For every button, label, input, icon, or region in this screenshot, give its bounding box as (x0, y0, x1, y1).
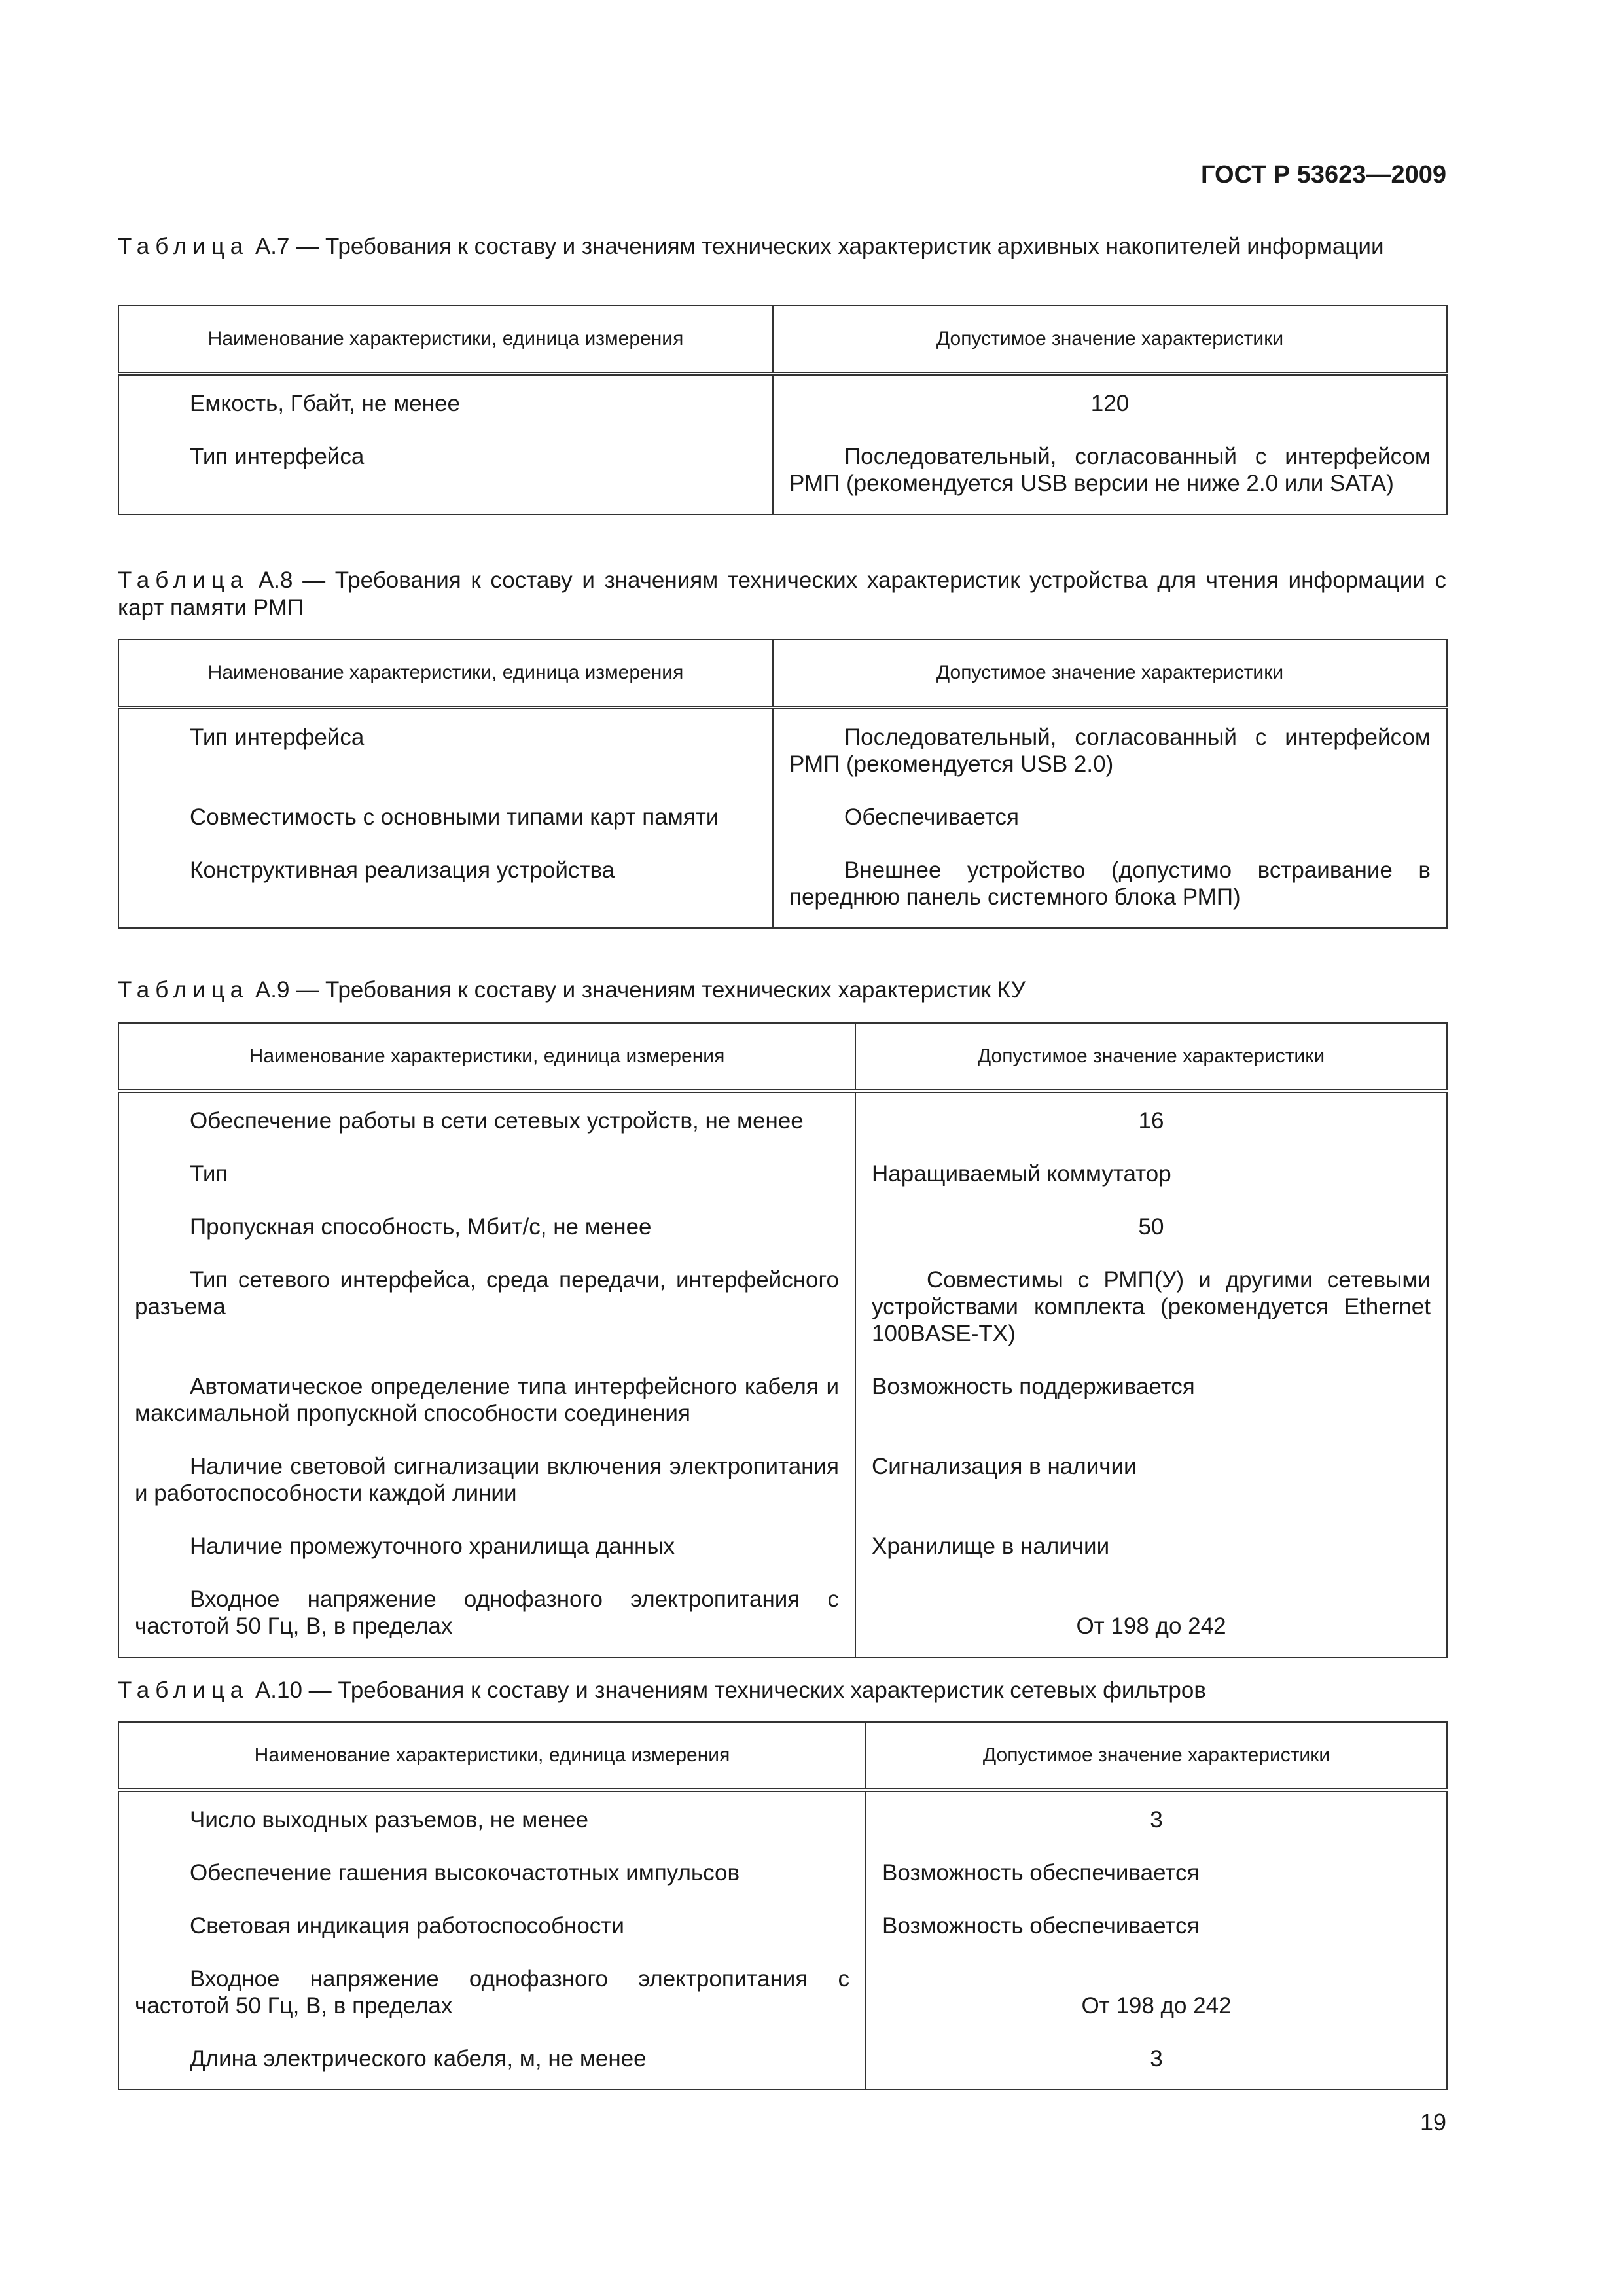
characteristic-value: Возможность обеспечивается (866, 1906, 1447, 1959)
table-row (118, 437, 1447, 514)
characteristic-name: Длина электрического кабеля, м, не менее (118, 2039, 866, 2090)
table-title: А.9 — Требования к составу и значениям технических характеристик КУ (249, 977, 1026, 1003)
table-row (118, 1260, 1447, 1367)
table-row (118, 2039, 1447, 2090)
column-header-name: Наименование характеристики, единица измерения (118, 639, 773, 708)
characteristic-name: Обеспечение гашения высокочастотных импульсов (118, 1853, 866, 1906)
table-a8 (118, 639, 1448, 929)
page-number: 19 (1419, 2109, 1446, 2136)
characteristic-name: Тип интерфейса (118, 437, 773, 514)
characteristic-value: 3 (866, 1790, 1447, 1853)
characteristic-name: Обеспечение работы в сети сетевых устройств, не менее (118, 1091, 855, 1154)
column-header-value: Допустимое значение характеристики (773, 639, 1447, 708)
characteristic-value: Совместимы с РМП(У) и другими сетевыми устройствами комплекта (рекомендуется Ethernet 100BASE-TX) (855, 1260, 1447, 1367)
table-a9 (118, 1022, 1448, 1658)
table-row (118, 1959, 1447, 2039)
characteristic-name: Наличие промежуточного хранилища данных (118, 1526, 855, 1579)
table-row (118, 1579, 1447, 1657)
table-caption-a8 (118, 567, 1446, 622)
standard-designation: ГОСТ Р 53623—2009 (1201, 161, 1446, 188)
table-row (118, 1367, 1447, 1446)
table-row (118, 1091, 1447, 1154)
characteristic-value: Сигнализация в наличии (855, 1446, 1447, 1526)
characteristic-name: Пропускная способность, Мбит/с, не менее (118, 1207, 855, 1260)
table-row (118, 1853, 1447, 1906)
column-header-name: Наименование характеристики, единица измерения (118, 306, 773, 374)
characteristic-value: 120 (773, 374, 1447, 437)
column-header-value: Допустимое значение характеристики (773, 306, 1447, 374)
characteristic-value: Возможность обеспечивается (866, 1853, 1447, 1906)
characteristic-value: Последовательный, согласованный с интерфейсом РМП (рекомендуется USB версии не ниже 2.0 или SATA) (773, 437, 1447, 514)
characteristic-name: Автоматическое определение типа интерфейсного кабеля и максимальной пропускной способности соединения (118, 1367, 855, 1446)
characteristic-value: От 198 до 242 (855, 1579, 1447, 1657)
characteristic-value: Внешнее устройство (допустимо встраивание в переднюю панель системного блока РМП) (773, 850, 1447, 928)
characteristic-name: Тип интерфейса (118, 708, 773, 797)
characteristic-name: Входное напряжение однофазного электропитания с частотой 50 Гц, В, в пределах (118, 1959, 866, 2039)
table-row (118, 797, 1447, 850)
table-header-row (118, 1722, 1447, 1790)
characteristic-name: Тип сетевого интерфейса, среда передачи, интерфейсного разъема (118, 1260, 855, 1367)
characteristic-value: Последовательный, согласованный с интерфейсом РМП (рекомендуется USB 2.0) (773, 708, 1447, 797)
table-label: Таблица (118, 234, 249, 259)
table-title: А.8 — Требования к составу и значениям технических характеристик устройства для чтения информации с карт памяти РМП (118, 567, 1446, 620)
table-row (118, 1207, 1447, 1260)
characteristic-name: Световая индикация работоспособности (118, 1906, 866, 1959)
table-row (118, 1906, 1447, 1959)
table-header-row (118, 306, 1447, 374)
characteristic-value: Наращиваемый коммутатор (855, 1154, 1447, 1207)
table-a10 (118, 1721, 1448, 2090)
table-row (118, 708, 1447, 797)
characteristic-value: 16 (855, 1091, 1447, 1154)
characteristic-name: Входное напряжение однофазного электропитания с частотой 50 Гц, В, в пределах (118, 1579, 855, 1657)
characteristic-name: Тип (118, 1154, 855, 1207)
column-header-name: Наименование характеристики, единица измерения (118, 1023, 855, 1091)
table-label: Таблица (118, 1677, 249, 1703)
table-a7 (118, 305, 1448, 515)
table-caption-a9 (118, 977, 1446, 1004)
characteristic-value: От 198 до 242 (866, 1959, 1447, 2039)
table-row (118, 1526, 1447, 1579)
characteristic-name: Число выходных разъемов, не менее (118, 1790, 866, 1853)
table-title: А.10 — Требования к составу и значениям технических характеристик сетевых фильтров (249, 1677, 1206, 1703)
characteristic-value: 3 (866, 2039, 1447, 2090)
characteristic-value: Возможность поддерживается (855, 1367, 1447, 1446)
characteristic-name: Емкость, Гбайт, не менее (118, 374, 773, 437)
characteristic-name: Совместимость с основными типами карт памяти (118, 797, 773, 850)
table-row (118, 374, 1447, 437)
column-header-value: Допустимое значение характеристики (855, 1023, 1447, 1091)
table-label: Таблица (118, 977, 249, 1003)
characteristic-value: Хранилище в наличии (855, 1526, 1447, 1579)
table-row (118, 850, 1447, 928)
table-row (118, 1790, 1447, 1853)
column-header-value: Допустимое значение характеристики (866, 1722, 1447, 1790)
characteristic-value: 50 (855, 1207, 1447, 1260)
characteristic-value: Обеспечивается (773, 797, 1447, 850)
table-row (118, 1446, 1447, 1526)
table-row (118, 1154, 1447, 1207)
table-caption-a10 (118, 1677, 1446, 1704)
table-caption-a7 (118, 233, 1446, 260)
column-header-name: Наименование характеристики, единица измерения (118, 1722, 866, 1790)
characteristic-name: Наличие световой сигнализации включения электропитания и работоспособности каждой линии (118, 1446, 855, 1526)
table-header-row (118, 639, 1447, 708)
table-header-row (118, 1023, 1447, 1091)
table-title: А.7 — Требования к составу и значениям технических характеристик архивных накопителей информации (249, 234, 1384, 259)
table-label: Таблица (118, 567, 249, 593)
characteristic-name: Конструктивная реализация устройства (118, 850, 773, 928)
